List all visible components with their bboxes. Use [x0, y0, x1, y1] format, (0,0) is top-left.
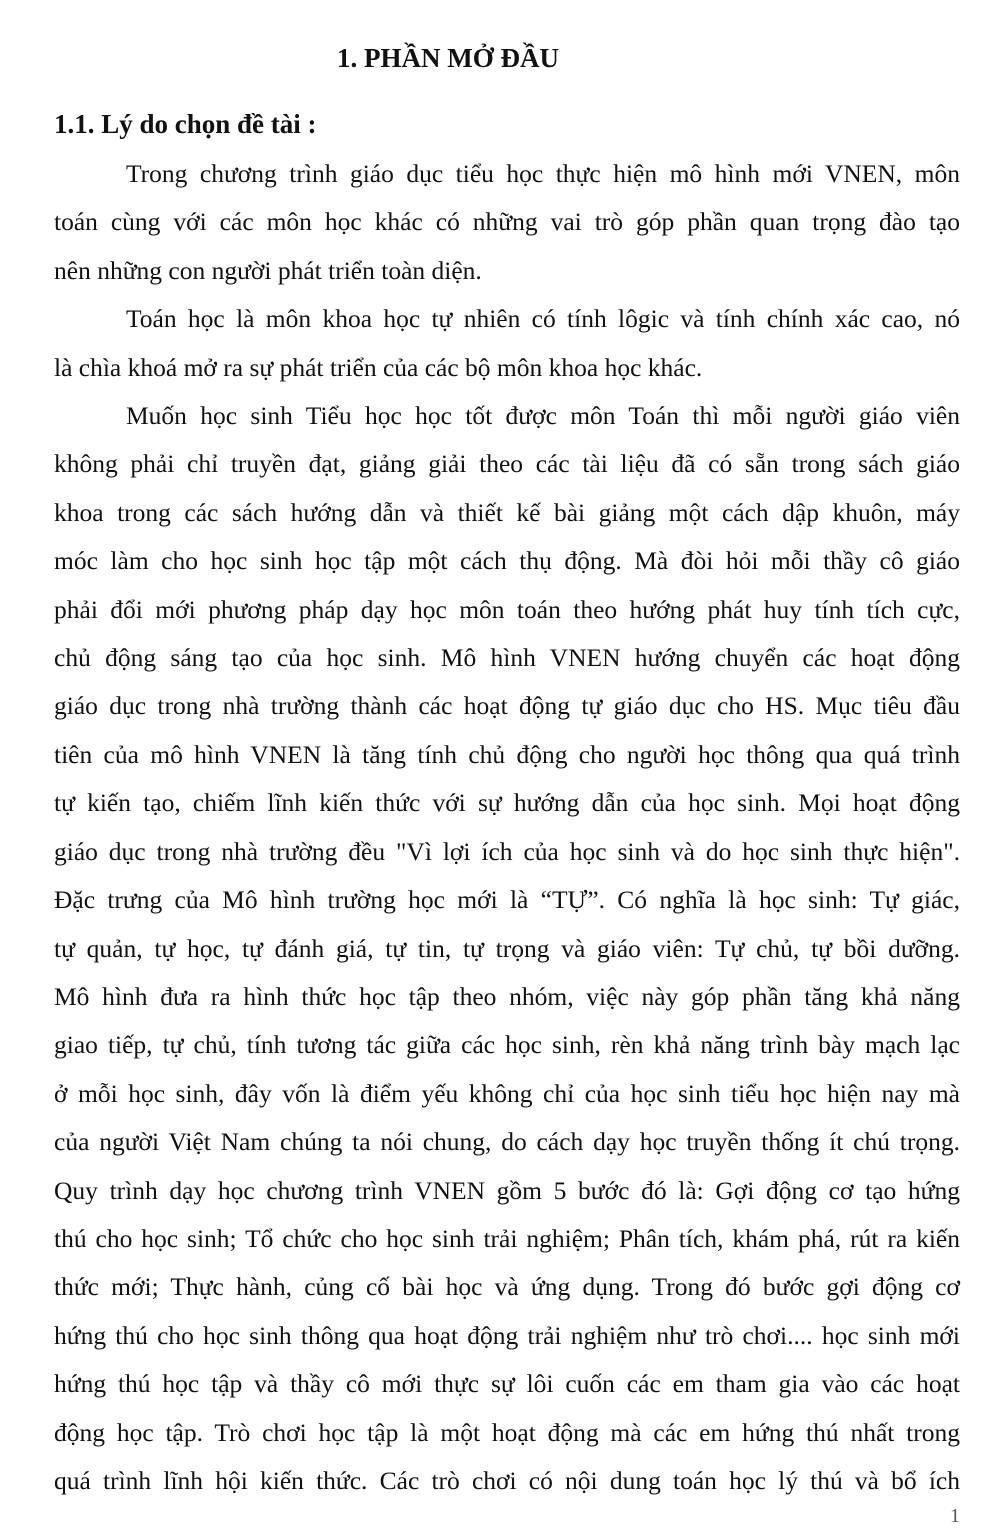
text-line: Toán học là môn khoa học tự nhiên có tính lôgic và tính chính xác cao, nó: [126, 304, 960, 334]
text-line: tự quản, tự học, tự đánh giá, tự tin, tự trọng và giáo viên: Tự chủ, tự bồi dưỡng.: [54, 933, 960, 963]
text-line: quá trình lĩnh hội kiến thức. Các trò chơi có nội dung toán học lý thú và bổ ích: [54, 1465, 960, 1495]
section-heading: 1.1. Lý do chọn đề tài :: [54, 109, 317, 139]
text-line: động học tập. Trò chơi học tập là một hoạt động mà các em hứng thú nhất trong: [54, 1417, 960, 1447]
text-line: khoa trong các sách hướng dẫn và thiết kế bài giảng một cách dập khuôn, máy: [54, 497, 960, 527]
text-line: không phải chỉ truyền đạt, giảng giải theo các tài liệu đã có sẵn trong sách giáo: [54, 449, 960, 479]
text-line: Đặc trưng của Mô hình trường học mới là “TỰ”. Có nghĩa là học sinh: Tự giác,: [54, 885, 960, 915]
text-line: là chìa khoá mở ra sự phát triển của các bộ môn khoa học khác.: [54, 352, 703, 382]
text-line: giáo dục trong nhà trường đều "Vì lợi ích của học sinh và do học sinh thực hiện".: [54, 836, 960, 866]
text-line: phải đổi mới phương pháp dạy học môn toán theo hướng phát huy tính tích cực,: [54, 594, 960, 624]
text-line: móc làm cho học sinh học tập một cách thụ động. Mà đòi hỏi mỗi thầy cô giáo: [54, 546, 960, 576]
text-line: tự kiến tạo, chiếm lĩnh kiến thức với sự hướng dẫn của học sinh. Mọi hoạt động: [54, 788, 960, 818]
text-line: của người Việt Nam chúng ta nói chung, do cách dạy học truyền thống ít chú trọng.: [54, 1127, 960, 1157]
text-line: hứng thú học tập và thầy cô mới thực sự lôi cuốn các em tham gia vào các hoạt: [54, 1369, 960, 1399]
text-line: toán cùng với các môn học khác có những vai trò góp phần quan trọng đào tạo: [54, 207, 960, 237]
text-line: giáo dục trong nhà trường thành các hoạt động tự giáo dục cho HS. Mục tiêu đầu: [54, 691, 960, 721]
paragraph: [54, 392, 960, 1505]
text-line: Mô hình đưa ra hình thức học tập theo nhóm, việc này góp phần tăng khả năng: [54, 981, 960, 1011]
text-line: thức mới; Thực hành, củng cố bài học và ứng dụng. Trong đó bước gợi động cơ: [54, 1272, 960, 1302]
text-line: Trong chương trình giáo dục tiểu học thực hiện mô hình mới VNEN, môn: [126, 159, 960, 188]
text-line: nên những con người phát triển toàn diện.: [54, 255, 482, 285]
paragraph: [54, 295, 960, 392]
text-line: giao tiếp, tự chủ, tính tương tác giữa các học sinh, rèn khả năng trình bày mạch lạc: [54, 1030, 960, 1060]
text-line: tiên của mô hình VNEN là tăng tính chủ động cho người học thông qua quá trình: [54, 739, 960, 769]
document-title: [0, 38, 896, 78]
document-title-text: 1. PHẦN MỞ ĐẦU: [337, 43, 559, 73]
page-number: 1: [950, 1505, 960, 1527]
text-line: Quy trình dạy học chương trình VNEN gồm 5 bước đó là: Gợi động cơ tạo hứng: [54, 1175, 960, 1205]
text-line: thú cho học sinh; Tổ chức cho học sinh trải nghiệm; Phân tích, khám phá, rút ra kiến: [54, 1223, 960, 1253]
paragraph: [54, 150, 960, 295]
text-line: chủ động sáng tạo của học sinh. Mô hình VNEN hướng chuyển các hoạt động: [54, 643, 960, 673]
text-line: ở mỗi học sinh, đây vốn là điểm yếu không chỉ của học sinh tiểu học hiện nay mà: [54, 1078, 960, 1108]
text-line: hứng thú cho học sinh thông qua hoạt động trải nghiệm như trò chơi.... học sinh mới: [54, 1320, 960, 1350]
text-line: Muốn học sinh Tiểu học học tốt được môn Toán thì mỗi người giáo viên: [126, 401, 960, 431]
body-text: [54, 150, 960, 1505]
